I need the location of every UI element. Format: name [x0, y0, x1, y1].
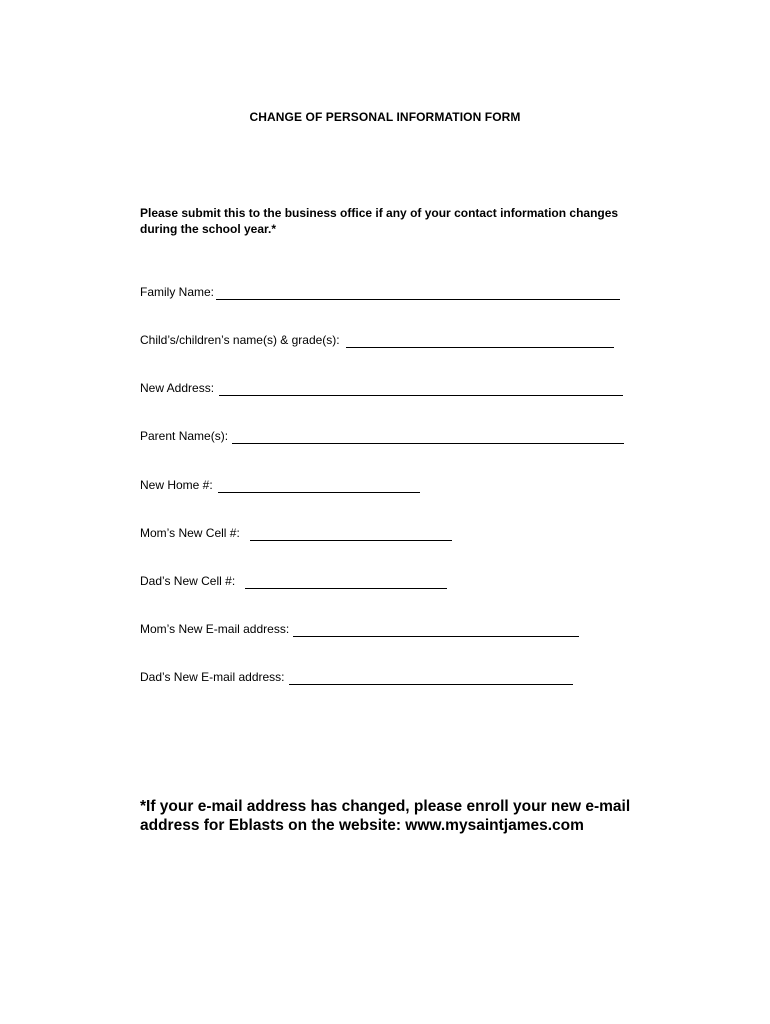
family-name-line[interactable]: [216, 287, 620, 300]
page-title: CHANGE OF PERSONAL INFORMATION FORM: [249, 110, 521, 124]
parent-names-line[interactable]: [232, 431, 624, 444]
mom-email-label: Mom’s New E-mail address:: [140, 622, 290, 636]
children-names-line[interactable]: [346, 335, 614, 348]
mom-email-field: [140, 621, 579, 637]
parent-names-field: [140, 428, 624, 444]
intro-text: Please submit this to the business office if any of your contact information changes during the school year.*: [140, 206, 619, 236]
family-name-label: Family Name:: [140, 285, 215, 299]
children-names-field: [140, 332, 614, 348]
new-address-field: [140, 380, 623, 396]
mom-email-line[interactable]: [293, 624, 579, 637]
mom-cell-field: [140, 525, 452, 541]
dad-cell-label: Dad’s New Cell #:: [140, 574, 236, 588]
children-names-label: Child’s/children’s name(s) & grade(s):: [140, 333, 340, 347]
dad-email-label: Dad’s New E-mail address:: [140, 670, 285, 684]
email-footnote: *If your e-mail address has changed, please enroll your new e-mail address for Eblasts on the website: www.mysaintjames.com: [140, 798, 631, 834]
dad-email-line[interactable]: [289, 672, 573, 685]
dad-email-field: [140, 669, 573, 685]
new-home-phone-field: [140, 477, 420, 493]
family-name-field: [140, 284, 620, 300]
new-address-label: New Address:: [140, 381, 215, 395]
dad-cell-field: [140, 573, 447, 589]
parent-names-label: Parent Name(s):: [140, 429, 229, 443]
new-address-line[interactable]: [219, 383, 623, 396]
dad-cell-line[interactable]: [245, 576, 447, 589]
mom-cell-line[interactable]: [250, 528, 452, 541]
mom-cell-label: Mom’s New Cell #:: [140, 526, 240, 540]
new-home-phone-label: New Home #:: [140, 478, 213, 492]
new-home-phone-line[interactable]: [218, 480, 420, 493]
